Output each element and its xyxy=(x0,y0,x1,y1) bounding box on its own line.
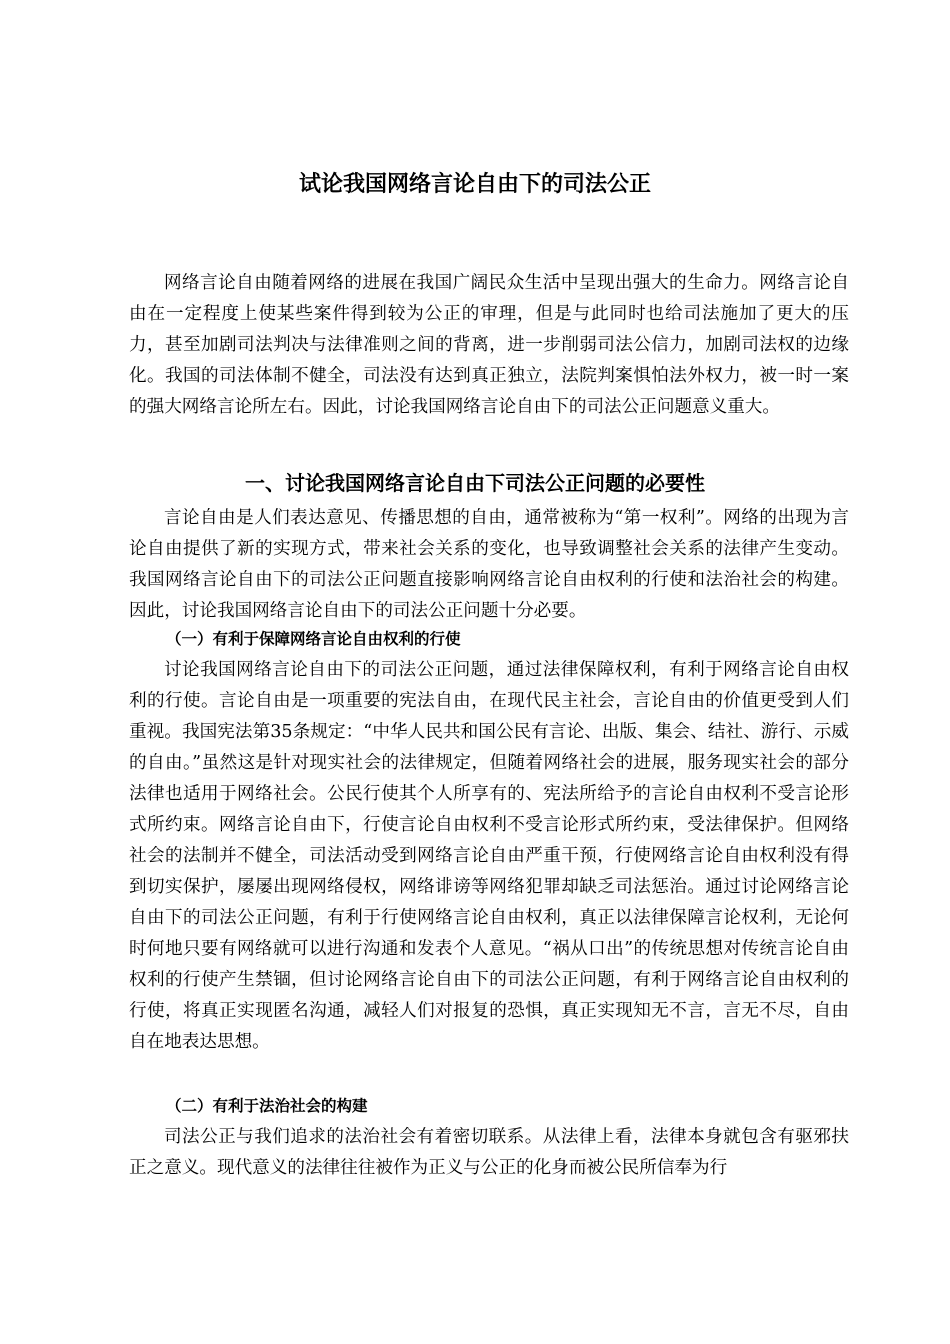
subsection-heading: （一）有利于保障网络言论自由权利的行使 xyxy=(166,630,461,648)
subsection-paragraph: 讨论我国网络言论自由下的司法公正问题，通过法律保障权利，有利于网络言论自由权利的行使。言论自由是一项重要的宪法自由，在现代民主社会，言论自由的价值更受到人们重视。我国宪法第35条规定：“中华人民共和国公民有言论、出版、集会、结社、游行、示威的自由。”虽然这是针对现实社会的法律规定，但随着网络社会的进展，服务现实社会的部分法律也适用于网络社会。公民行使其个人所享有的、宪法所给予的言论自由权利不受言论形式所约束。网络言论自由下，行使言论自由权利不受言论形式所约束，受法律保护。但网络社会的法制并不健全，司法活动受到网络言论自由严重干预，行使网络言论自由权利没有得到切实保护，屡屡出现网络侵权，网络诽谤等网络犯罪却缺乏司法惩治。通过讨论网络言论自由下的司法公正问题，有利于行使网络言论自由权利，真正以法律保障言论权利，无论何时何地只要有网络就可以进行沟通和发表个人意见。“祸从口出”的传统思想对传统言论自由权利的行使产生禁锢，但讨论网络言论自由下的司法公正问题，有利于网络言论自由权利的行使，将真正实现匿名沟通，减轻人们对报复的恐惧，真正实现知无不言，言无不尽，自由自在地表达思想。 xyxy=(129,660,849,1052)
subsection-heading: （二）有利于法治社会的构建 xyxy=(166,1097,368,1115)
document-title: 试论我国网络言论自由下的司法公正 xyxy=(298,172,651,197)
section-heading: 一、讨论我国网络言论自由下司法公正问题的必要性 xyxy=(245,471,705,495)
section-paragraph: 言论自由是人们表达意见、传播思想的自由，通常被称为“第一权利”。网络的出现为言论自由提供了新的实现方式，带来社会关系的变化，也导致调整社会关系的法律产生变动。我国网络言论自由下的司法公正问题直接影响网络言论自由权利的行使和法治社会的构建。因此，讨论我国网络言论自由下的司法公正问题十分必要。 xyxy=(129,508,849,621)
subsection-paragraph: 司法公正与我们追求的法治社会有着密切联系。从法律上看，法律本身就包含有驱邪扶正之意义。现代意义的法律往往被作为正义与公正的化身而被公民所信奉为行 xyxy=(129,1127,849,1178)
intro-paragraph: 网络言论自由随着网络的进展在我国广阔民众生活中呈现出强大的生命力。网络言论自由在一定程度上使某些案件得到较为公正的审理，但是与此同时也给司法施加了更大的压力，甚至加剧司法判决与法律准则之间的背离，进一步削弱司法公信力，加剧司法权的边缘化。我国的司法体制不健全，司法没有达到真正独立，法院判案惧怕法外权力，被一时一案的强大网络言论所左右。因此，讨论我国网络言论自由下的司法公正问题意义重大。 xyxy=(129,273,849,417)
